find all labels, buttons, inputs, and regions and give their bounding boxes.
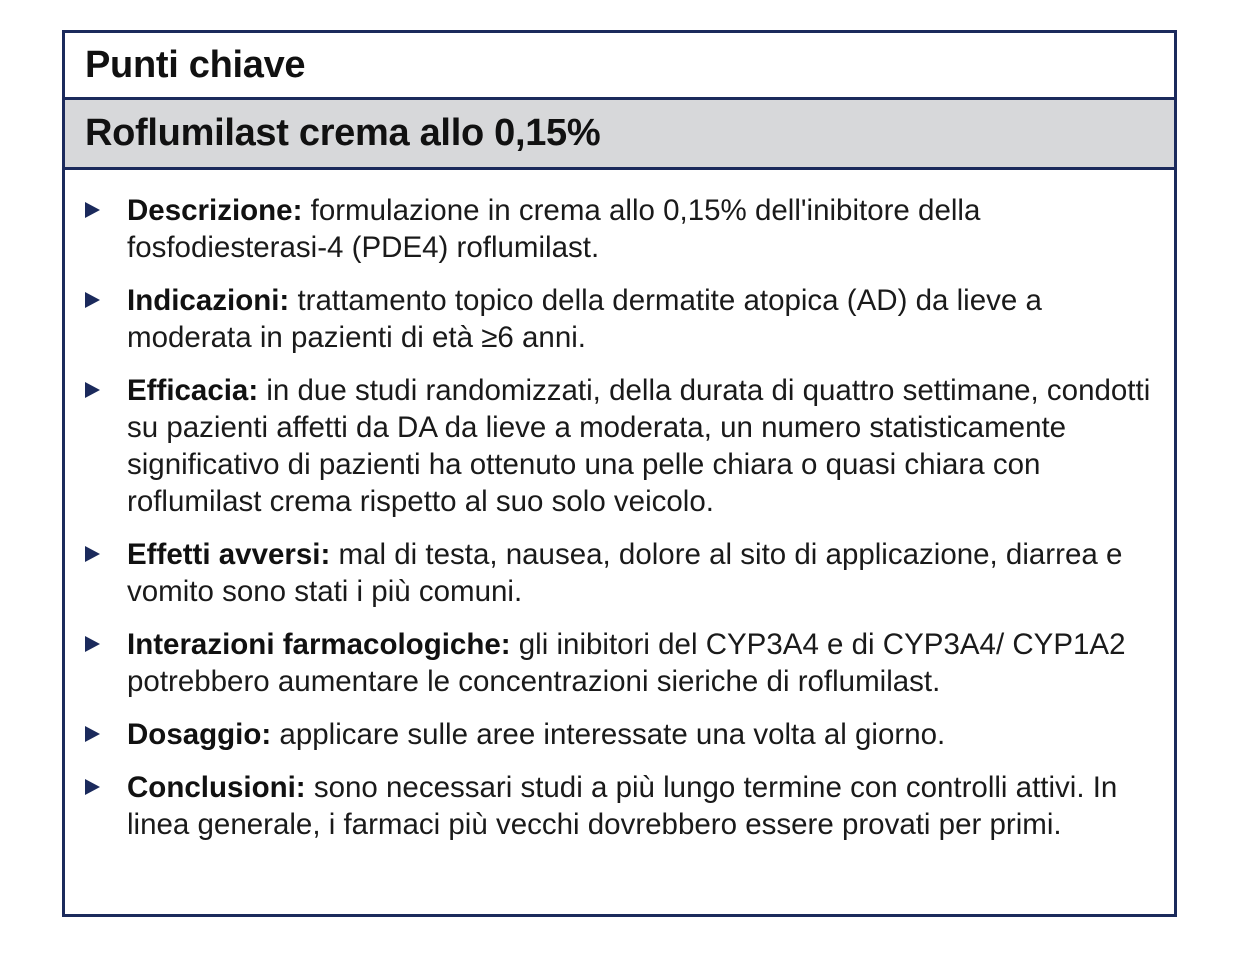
key-point-label: Conclusioni: xyxy=(127,771,306,804)
key-points-list xyxy=(65,170,1174,843)
key-point-text: gli inibitori del CYP3A4 e di CYP3A4/ CYP1A2 potrebbero aumentare le concentrazioni sieriche di roflumilast. xyxy=(127,628,1126,698)
key-point-label: Efficacia: xyxy=(127,374,259,407)
triangle-right-icon xyxy=(85,546,100,562)
box-title: Punti chiave xyxy=(85,43,306,86)
key-point-label: Effetti avversi: xyxy=(127,538,331,571)
key-point-text: applicare sulle aree interessate una volta al giorno. xyxy=(271,718,946,751)
key-point-description xyxy=(65,192,1158,266)
triangle-right-icon xyxy=(85,726,100,742)
key-points-box xyxy=(62,30,1177,917)
key-point-text: in due studi randomizzati, della durata di quattro settimane, condotti su pazienti affetti da DA da lieve a moderata, un numero statisticamente significativo di pazienti ha ottenuto una pelle chiara o quasi chiara con roflumilast crema rispetto al suo solo veicolo. xyxy=(127,374,1151,518)
key-point-label: Interazioni farmacologiche: xyxy=(127,628,511,661)
triangle-right-icon xyxy=(85,382,100,398)
subtitle-bar xyxy=(65,100,1174,170)
title-bar xyxy=(65,33,1174,100)
key-point-text: formulazione in crema allo 0,15% dell'inibitore della fosfodiesterasi-4 (PDE4) roflumilast. xyxy=(127,194,981,264)
key-point-conclusions xyxy=(65,769,1158,843)
key-point-drug-interactions xyxy=(65,626,1158,700)
triangle-right-icon xyxy=(85,202,100,218)
triangle-right-icon xyxy=(85,636,100,652)
triangle-right-icon xyxy=(85,779,100,795)
key-point-label: Descrizione: xyxy=(127,194,303,227)
key-point-text: trattamento topico della dermatite atopica (AD) da lieve a moderata in pazienti di età ≥6 anni. xyxy=(127,284,1042,354)
key-point-indications xyxy=(65,282,1158,356)
key-point-label: Indicazioni: xyxy=(127,284,290,317)
key-point-efficacy xyxy=(65,372,1158,520)
key-point-text: mal di testa, nausea, dolore al sito di applicazione, diarrea e vomito sono stati i più comuni. xyxy=(127,538,1123,608)
key-point-dosage xyxy=(65,716,1158,753)
key-point-adverse-effects xyxy=(65,536,1158,610)
key-point-label: Dosaggio: xyxy=(127,718,272,751)
key-point-text: sono necessari studi a più lungo termine con controlli attivi. In linea generale, i farmaci più vecchi dovrebbero essere provati per primi. xyxy=(127,771,1118,841)
triangle-right-icon xyxy=(85,292,100,308)
box-subtitle: Roflumilast crema allo 0,15% xyxy=(85,112,601,154)
